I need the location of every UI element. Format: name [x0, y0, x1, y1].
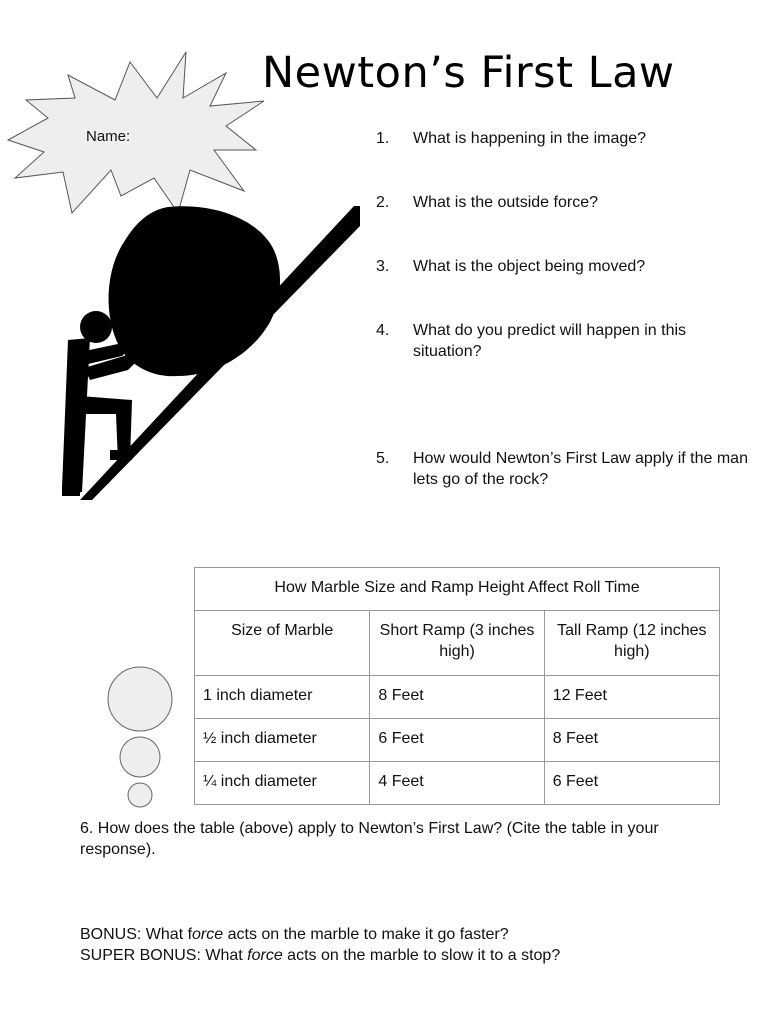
bonus-emphasis: force — [247, 947, 283, 964]
bonus-emphasis: orce — [192, 926, 224, 943]
page-title: Newton’s First Law — [262, 48, 675, 98]
bonus-question — [80, 924, 560, 945]
question-3 — [376, 256, 753, 277]
question-text: How would Newton’s First Law apply if the man lets go of the rock? — [413, 450, 748, 488]
table-cell: 8 Feet — [370, 676, 544, 719]
bonus-text: BONUS: What f — [80, 926, 193, 943]
name-label: Name: — [86, 128, 131, 145]
table-header-cell: Tall Ramp (12 inches high) — [544, 611, 719, 676]
table-cell: ½ inch diameter — [195, 719, 370, 762]
table-row — [195, 719, 720, 762]
question-1 — [376, 128, 753, 149]
question-6: 6. How does the table (above) apply to Newton’s First Law? (Cite the table in your response). — [80, 820, 659, 858]
table-cell: 6 Feet — [370, 719, 544, 762]
question-text: What is the object being moved? — [413, 258, 646, 275]
table-row — [195, 676, 720, 719]
question-number: 5. — [376, 450, 390, 467]
large-marble-icon — [108, 667, 172, 731]
bonus-text: acts on the marble to make it go faster? — [223, 926, 509, 943]
bonus-questions — [80, 924, 560, 966]
question-number: 3. — [376, 258, 390, 275]
question-text: What is happening in the image? — [413, 130, 647, 147]
table-cell: 1 inch diameter — [195, 676, 370, 719]
man-pushing-icon — [62, 311, 142, 496]
medium-marble-icon — [120, 737, 160, 777]
question-2 — [376, 192, 753, 213]
marble-data-table — [194, 567, 720, 805]
bonus-text: acts on the marble to slow it to a stop? — [282, 947, 561, 964]
table-cell: 12 Feet — [544, 676, 719, 719]
question-number: 4. — [376, 322, 390, 339]
table-cell: 6 Feet — [544, 762, 719, 805]
question-4 — [376, 320, 723, 362]
table-row — [195, 762, 720, 805]
question-text: What is the outside force? — [413, 194, 598, 211]
question-5 — [376, 448, 753, 490]
small-marble-icon — [128, 783, 152, 807]
table-caption: How Marble Size and Ramp Height Affect Roll Time — [195, 568, 720, 611]
starburst-icon — [8, 52, 264, 213]
marbles-icon — [108, 667, 172, 807]
question-text: What do you predict will happen in this situation? — [413, 322, 687, 360]
super-bonus-question — [80, 945, 560, 966]
table-header-cell: Short Ramp (3 inches high) — [370, 611, 544, 676]
table-cell: 4 Feet — [370, 762, 544, 805]
table-header-cell: Size of Marble — [195, 611, 370, 676]
table-cell: 8 Feet — [544, 719, 719, 762]
question-number: 1. — [376, 130, 390, 147]
question-number: 2. — [376, 194, 390, 211]
table-cell: ¼ inch diameter — [195, 762, 370, 805]
bonus-text: SUPER BONUS: What — [80, 947, 248, 964]
